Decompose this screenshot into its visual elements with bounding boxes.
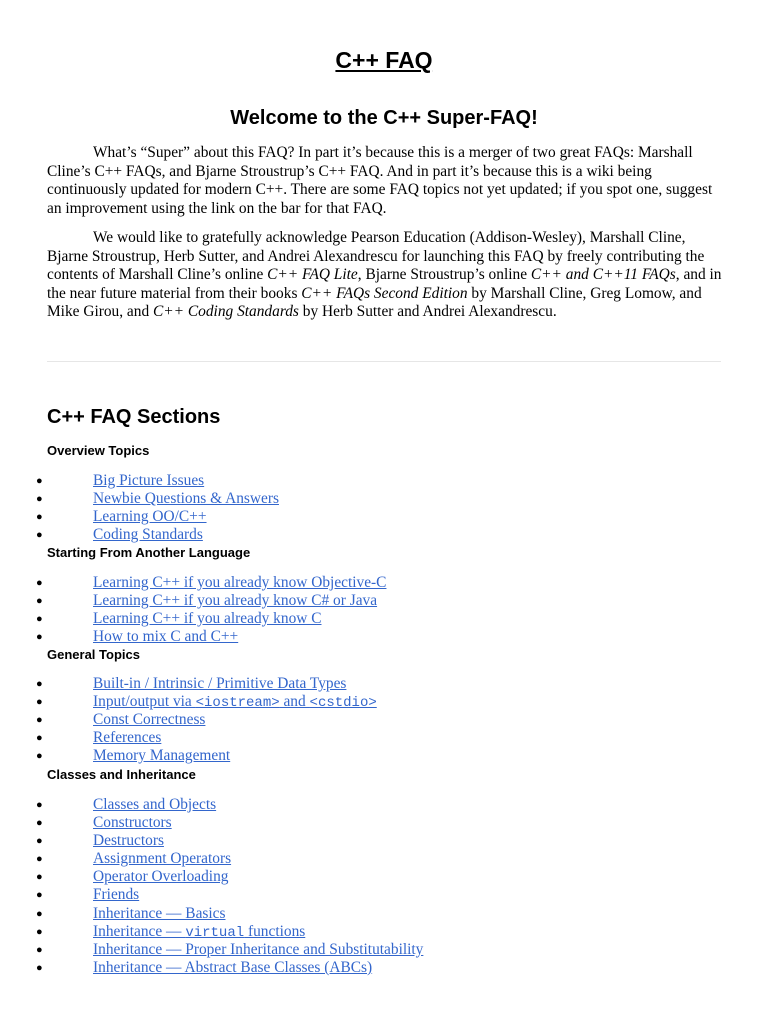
bullet-icon: ● xyxy=(36,595,43,608)
list-item xyxy=(0,490,768,508)
bullet-icon: ● xyxy=(36,871,43,884)
intro-text: , Bjarne Stroustrup’s online xyxy=(357,266,531,283)
bullet-icon: ● xyxy=(36,799,43,811)
bullet-icon: ● xyxy=(36,925,43,938)
intro-text: by Herb Sutter and Andrei Alexandrescu. xyxy=(298,303,557,320)
bullet-icon: ● xyxy=(36,907,43,920)
intro-paragraph-1: What’s “Super” about this FAQ? In part it’s because this is a merger of two great FAQs: Marshall Cline’s C++ FAQs, and Bjarne Stroustrup’s C++ FAQ. And in part it’s because this is a wiki being continuously updated for modern C++. There are some FAQ topics not yet updated; if you spot one, suggest an improvement using the link on the bar for that FAQ. xyxy=(47,144,713,217)
intro-text: by Marshall Cline, Greg Lomow, and Mike Girou, and xyxy=(47,284,702,320)
list-item xyxy=(0,711,768,729)
bullet-icon: ● xyxy=(36,696,43,709)
link-builtin-types[interactable]: Built-in / Intrinsic / Primitive Data Types xyxy=(93,675,347,692)
bullet-icon: ● xyxy=(36,714,43,727)
bullet-icon: ● xyxy=(36,631,43,644)
overview-topics-heading: Overview Topics xyxy=(47,443,150,458)
list-item xyxy=(0,574,768,592)
list-item xyxy=(0,693,768,711)
code-text: <cstdio> xyxy=(309,695,377,712)
list-item xyxy=(0,959,768,977)
list-item xyxy=(0,796,768,814)
link-coding-standards[interactable]: Coding Standards xyxy=(93,526,203,544)
list-item xyxy=(0,868,768,886)
link-memory-management[interactable]: Memory Management xyxy=(93,747,231,765)
link-text: Input/output via xyxy=(93,693,196,711)
list-item xyxy=(0,850,768,868)
list-item xyxy=(0,592,768,610)
link-const-correctness[interactable]: Const Correctness xyxy=(93,711,206,729)
another-language-list xyxy=(0,574,768,646)
link-newbie-questions[interactable]: Newbie Questions & Answers xyxy=(93,490,279,508)
list-item xyxy=(0,886,768,904)
bullet-icon: ● xyxy=(36,511,43,524)
book-title: C++ and C++11 FAQs xyxy=(530,266,676,283)
link-operator-overloading[interactable]: Operator Overloading xyxy=(93,868,229,886)
intro-paragraph-2 xyxy=(47,229,729,322)
link-learning-from-csharp-java[interactable]: Learning C++ if you already know C# or Java xyxy=(93,592,378,610)
link-constructors[interactable]: Constructors xyxy=(93,814,172,832)
bullet-icon: ● xyxy=(36,678,43,690)
bullet-icon: ● xyxy=(36,835,43,848)
general-topics-heading: General Topics xyxy=(47,647,140,662)
list-item xyxy=(0,941,768,959)
link-text: and xyxy=(279,693,310,711)
link-learning-from-c[interactable]: Learning C++ if you already know C xyxy=(93,610,322,628)
list-item xyxy=(0,675,768,693)
code-text: virtual xyxy=(185,924,245,941)
list-item xyxy=(0,472,768,490)
classes-inheritance-heading: Classes and Inheritance xyxy=(47,767,196,782)
bullet-icon: ● xyxy=(36,853,43,866)
link-classes-and-objects[interactable]: Classes and Objects xyxy=(93,796,217,813)
bullet-icon: ● xyxy=(36,889,43,902)
code-text: <iostream> xyxy=(195,695,280,712)
link-text: Inheritance — xyxy=(93,922,186,940)
list-item xyxy=(0,610,768,628)
link-inheritance-virtual-functions[interactable] xyxy=(93,923,305,942)
overview-topics-list xyxy=(0,472,768,544)
intro-text: , and in the near future material from their books xyxy=(47,266,722,302)
classes-inheritance-list xyxy=(0,796,768,977)
bullet-icon: ● xyxy=(36,750,43,763)
divider xyxy=(47,361,721,362)
link-inheritance-basics[interactable]: Inheritance — Basics xyxy=(93,904,226,922)
bullet-icon: ● xyxy=(36,961,43,974)
list-item xyxy=(0,508,768,526)
link-assignment-operators[interactable]: Assignment Operators xyxy=(93,850,232,868)
book-title: C++ Coding Standards xyxy=(153,303,299,320)
book-title: C++ FAQs Second Edition xyxy=(301,284,468,302)
sections-heading: C++ FAQ Sections xyxy=(47,406,221,428)
list-item xyxy=(0,729,768,747)
bullet-icon: ● xyxy=(36,732,43,745)
list-item xyxy=(0,832,768,850)
link-big-picture-issues[interactable]: Big Picture Issues xyxy=(93,472,205,489)
page-title: C++ FAQ xyxy=(335,47,433,73)
link-mix-c-and-cpp[interactable]: How to mix C and C++ xyxy=(93,628,239,646)
bullet-icon: ● xyxy=(36,613,43,626)
link-learning-oo-cpp[interactable]: Learning OO/C++ xyxy=(93,508,207,526)
link-learning-from-objective-c[interactable]: Learning C++ if you already know Objective-C xyxy=(93,574,387,591)
bullet-icon: ● xyxy=(36,577,43,589)
link-inheritance-proper[interactable]: Inheritance — Proper Inheritance and Substitutability xyxy=(93,940,424,958)
page-subtitle: Welcome to the C++ Super-FAQ! xyxy=(230,107,538,129)
link-inheritance-abcs[interactable]: Inheritance — Abstract Base Classes (ABCs) xyxy=(93,958,373,976)
list-item xyxy=(0,814,768,832)
link-input-output[interactable] xyxy=(93,693,377,712)
list-item xyxy=(0,526,768,544)
bullet-icon: ● xyxy=(36,943,43,956)
bullet-icon: ● xyxy=(36,475,43,487)
link-text: functions xyxy=(244,922,306,940)
bullet-icon: ● xyxy=(36,529,43,542)
another-language-heading: Starting From Another Language xyxy=(47,545,251,560)
bullet-icon: ● xyxy=(36,493,43,506)
link-references[interactable]: References xyxy=(93,729,162,747)
list-item xyxy=(0,628,768,646)
book-title: C++ FAQ Lite xyxy=(267,266,358,283)
list-item xyxy=(0,923,768,941)
list-item xyxy=(0,905,768,923)
intro-text: We would like to gratefully acknowledge Pearson Education (Addison-Wesley), Marshall Cline, Bjarne Stroustrup, Herb Sutter, and Andrei Alexandrescu for launching this FAQ by freely contributing the contents of Marshall Cline’s online xyxy=(47,229,705,283)
link-friends[interactable]: Friends xyxy=(93,886,140,904)
general-topics-list xyxy=(0,675,768,765)
bullet-icon: ● xyxy=(36,817,43,830)
list-item xyxy=(0,747,768,765)
link-destructors[interactable]: Destructors xyxy=(93,832,164,850)
